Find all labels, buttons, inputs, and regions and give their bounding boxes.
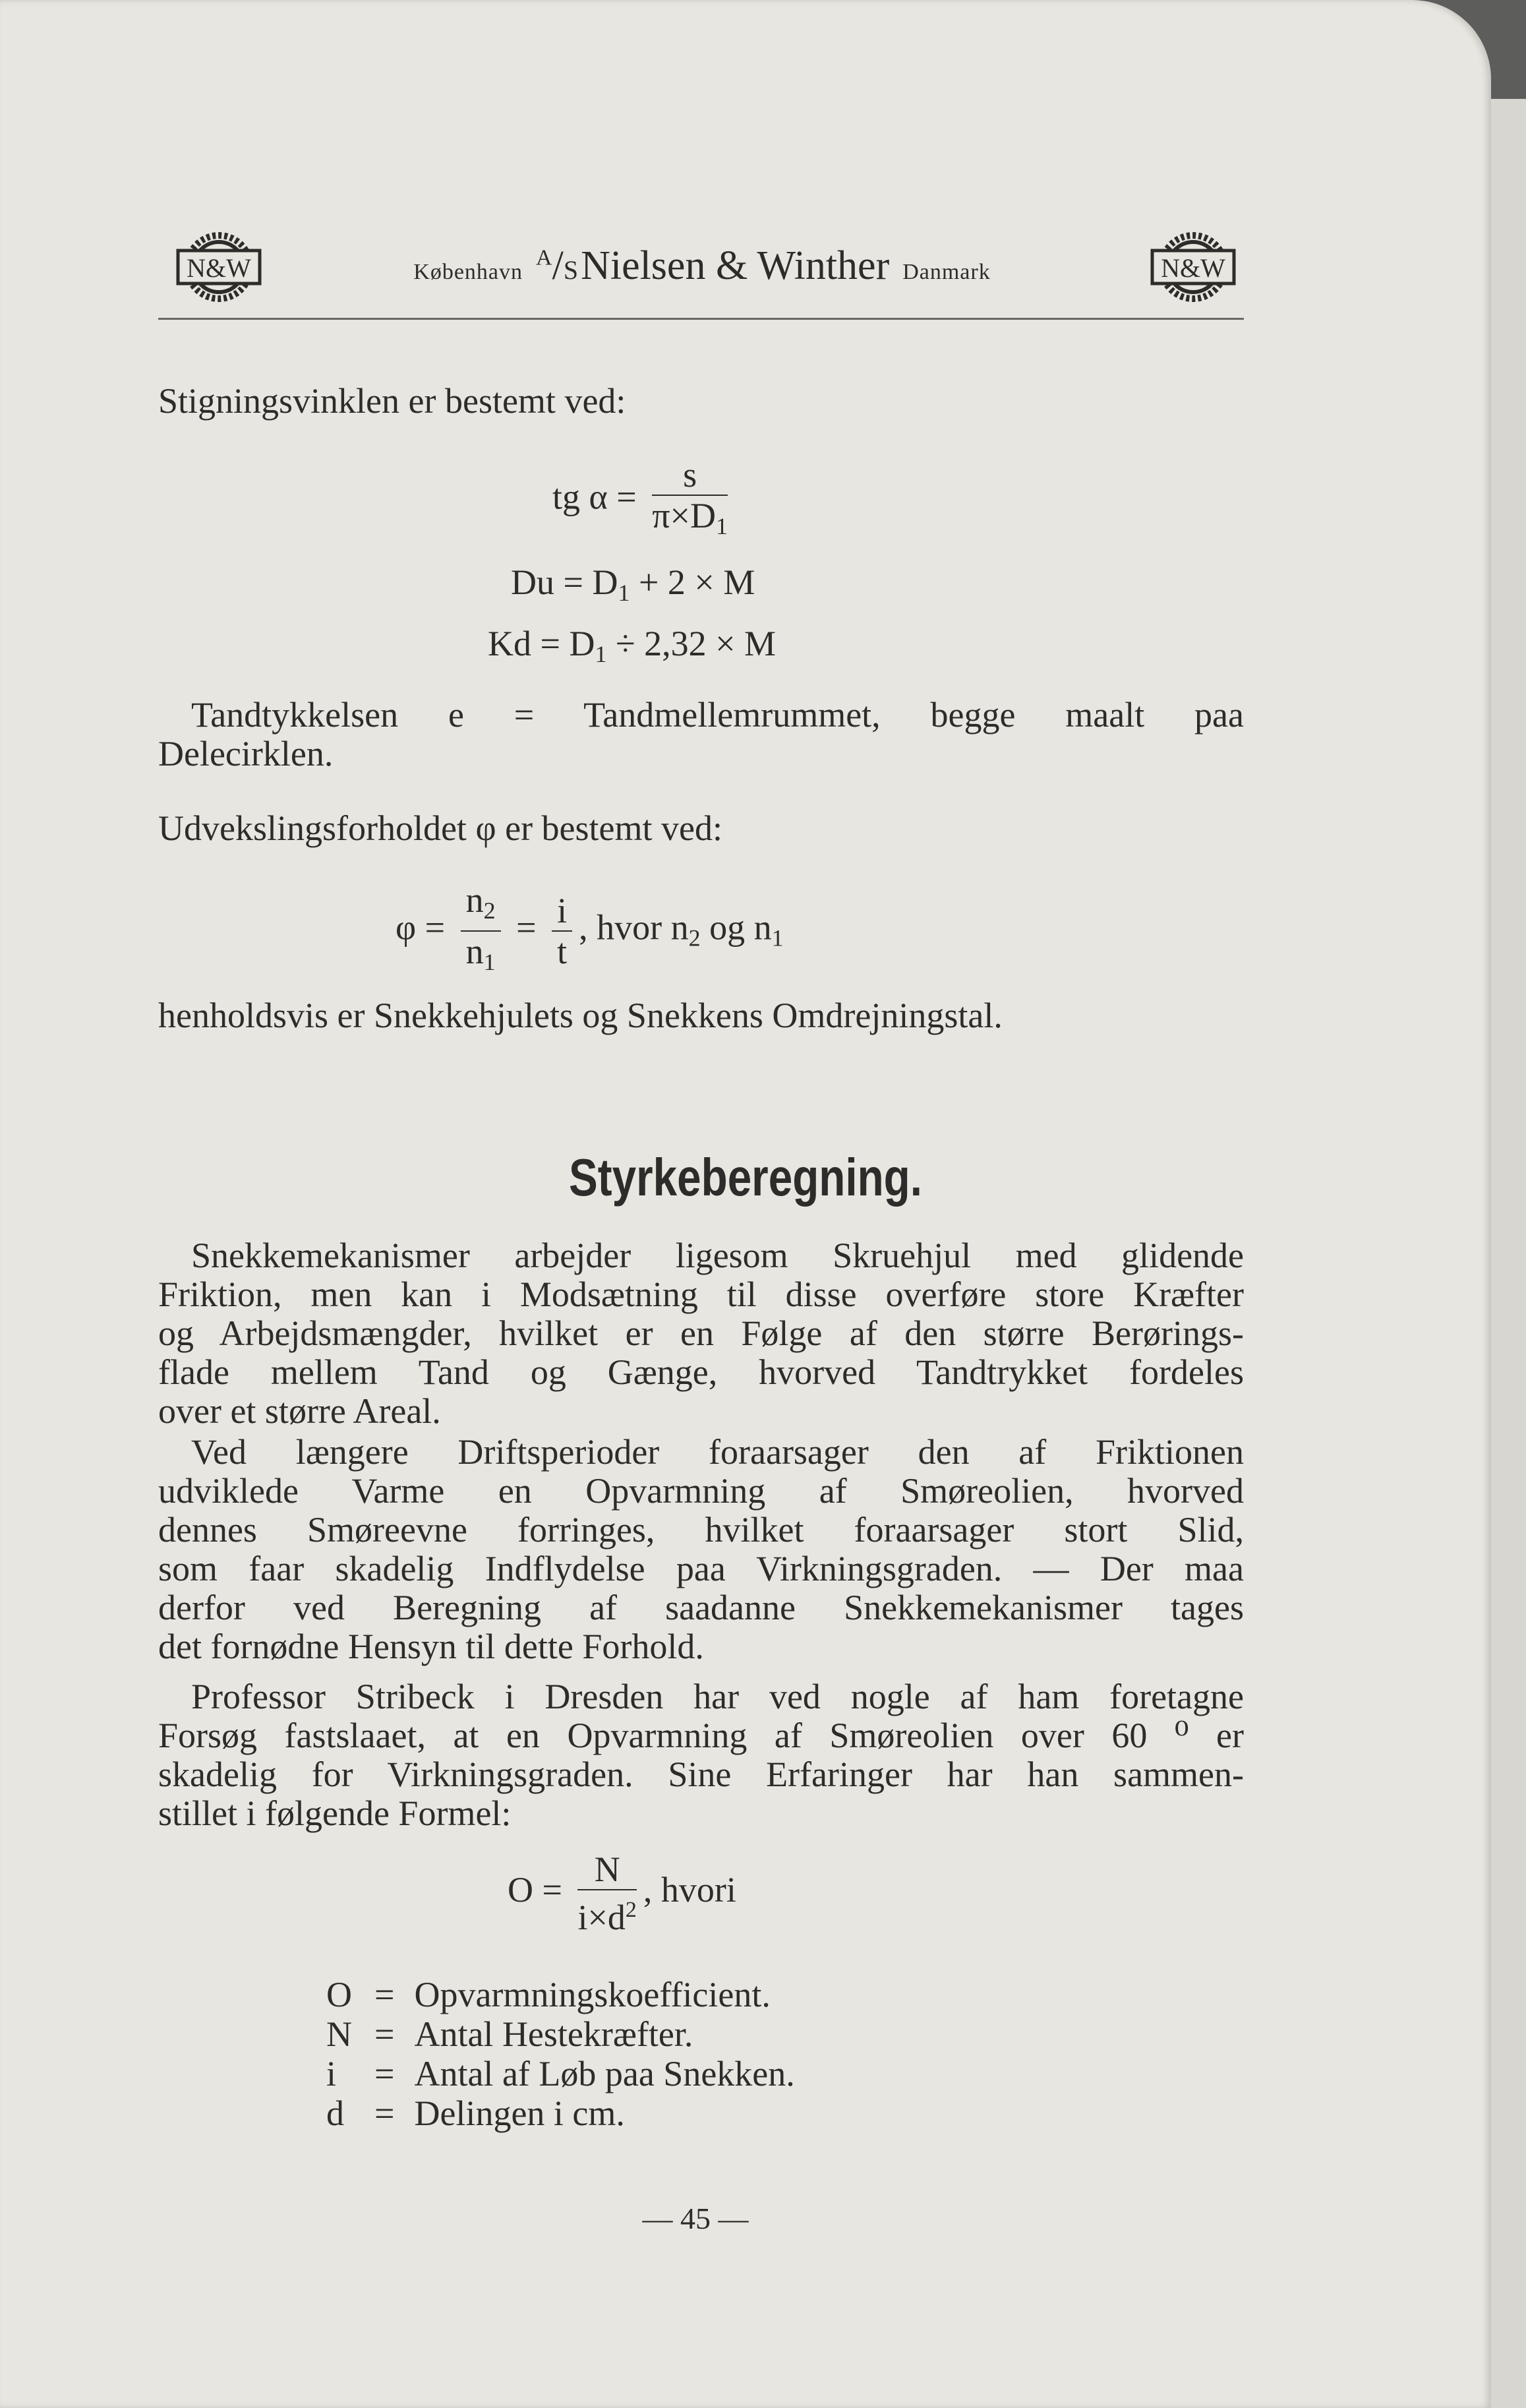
definition-row bbox=[326, 1975, 804, 2014]
page-edge bbox=[1491, 99, 1526, 2408]
paragraph-2 bbox=[158, 1433, 1244, 1666]
firm-name: Nielsen & Winther bbox=[581, 243, 890, 288]
formula-kd: $Kd = D_1 \div 2,32 \times M$ bbox=[488, 624, 777, 667]
svg-text:N&W: N&W bbox=[1161, 253, 1225, 283]
city: København bbox=[413, 260, 523, 284]
svg-text:N&W: N&W bbox=[187, 253, 251, 283]
paragraph-line: stillet i følgende Formel: bbox=[158, 1793, 512, 1833]
formula-tg: tg α = $\frac{s}{\pi\times D_1}$ bbox=[552, 455, 728, 539]
tand-text: Tandtykkelsen e = Tandmellemrummet, begge maalt paa Delecirklen. bbox=[158, 695, 1244, 773]
definition-sym: N bbox=[326, 2014, 352, 2054]
definition-text: Delingen i cm. bbox=[414, 2093, 625, 2133]
definition-text: Antal af Løb paa Snekken. bbox=[414, 2054, 795, 2093]
paragraph-line: som faar skadelig Indflydelse paa Virkningsgraden. — Der maa bbox=[158, 1549, 1244, 1588]
header-rule bbox=[158, 318, 1244, 320]
definition-row bbox=[326, 2054, 804, 2093]
definitions-list bbox=[326, 1975, 804, 2133]
paragraph-line: det fornødne Hensyn til dette Forhold. bbox=[158, 1627, 704, 1666]
udveksling-text: Udvekslingsforholdet φ er bestemt ved: bbox=[158, 808, 722, 848]
paragraph-line: skadelig for Virkningsgraden. Sine Erfaringer har han sammen- bbox=[158, 1755, 1244, 1794]
paragraph-line: Ved længere Driftsperioder foraarsager den af Friktionen bbox=[191, 1432, 1244, 1472]
definition-eq: = bbox=[374, 2093, 395, 2133]
definition-eq: = bbox=[374, 2014, 395, 2054]
definition-text: Opvarmningskoefficient. bbox=[414, 1975, 771, 2014]
definition-eq: = bbox=[374, 1975, 395, 2014]
paragraph-line: Forsøg fastslaaet, at en Opvarmning af Smøreolien over 60 ⁰ er bbox=[158, 1716, 1244, 1755]
paragraph-1 bbox=[158, 1236, 1244, 1431]
definition-sym: O bbox=[326, 1975, 352, 2014]
definition-sym: i bbox=[326, 2054, 337, 2093]
definition-row bbox=[326, 2014, 804, 2054]
paragraph-line: over et større Areal. bbox=[158, 1391, 441, 1431]
paragraph-line: Snekkemekanismer arbejder ligesom Skruehjul med glidende bbox=[191, 1236, 1244, 1275]
formula-o: O = $\frac{N}{i\times d^2}$ , hvori bbox=[508, 1850, 736, 1937]
section-title: Styrkeberegning. bbox=[569, 1148, 922, 1207]
paragraph-line: dennes Smøreevne forringes, hvilket foraarsager stort Slid, bbox=[158, 1510, 1244, 1550]
letterhead bbox=[158, 231, 1246, 303]
paragraph-line: derfor ved Beregning af saadanne Snekkemekanismer tages bbox=[158, 1588, 1244, 1627]
paragraph-3 bbox=[158, 1677, 1244, 1833]
definition-row bbox=[326, 2093, 804, 2133]
paragraph-line: og Arbejdsmængder, hvilket er en Følge af den større Berørings- bbox=[158, 1313, 1244, 1353]
letterhead-text bbox=[158, 243, 1246, 289]
paragraph-line: flade mellem Tand og Gænge, hvorved Tandtrykket fordeles bbox=[158, 1352, 1244, 1392]
henholdsvis-text: henholdsvis er Snekkehjulets og Snekkens Omdrejningstal. bbox=[158, 996, 1003, 1035]
nw-gear-logo-right bbox=[1147, 231, 1239, 303]
formula-phi: φ = $\frac{n_2}{n_1}$ = $\frac{i}{t}$ , hvor $n_2$ og $n_1$ bbox=[396, 880, 784, 975]
country: Danmark bbox=[902, 260, 991, 284]
page-number: — 45 — bbox=[642, 2202, 749, 2235]
paragraph-line: Friktion, men kan i Modsætning til disse overføre store Kræfter bbox=[158, 1275, 1244, 1314]
definition-eq: = bbox=[374, 2054, 395, 2093]
paragraph-line: Professor Stribeck i Dresden har ved nogle af ham foretagne bbox=[191, 1677, 1244, 1716]
definition-text: Antal Hestekræfter. bbox=[414, 2014, 693, 2054]
definition-sym: d bbox=[326, 2093, 344, 2133]
formula-du: $Du = D_1 + 2 \times M$ bbox=[511, 562, 755, 606]
intro-text: Stigningsvinklen er bestemt ved: bbox=[158, 381, 626, 421]
firm-prefix: $^A$/S bbox=[536, 243, 579, 288]
paragraph-line: udviklede Varme en Opvarmning af Smøreolien, hvorved bbox=[158, 1471, 1244, 1511]
